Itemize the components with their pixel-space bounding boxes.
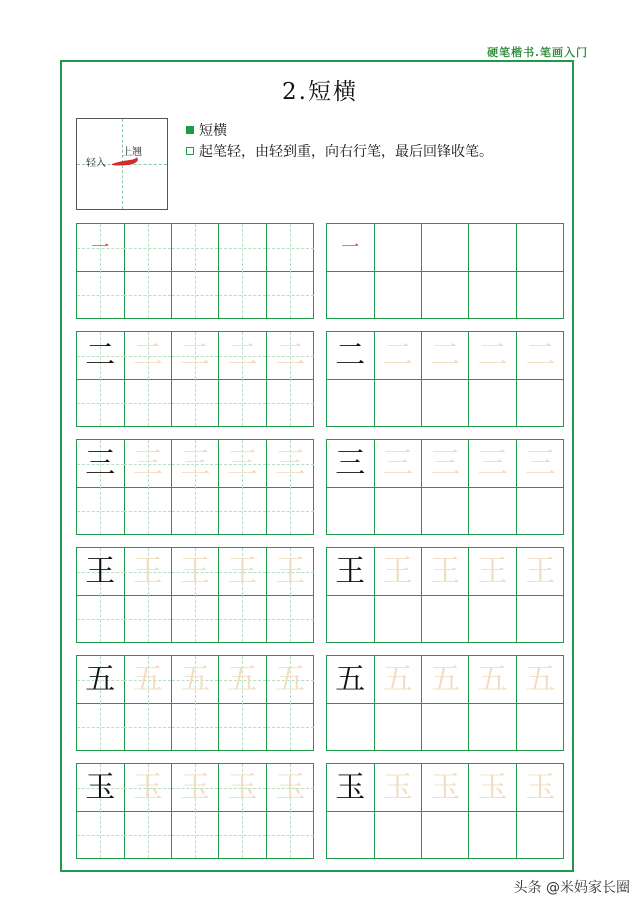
practice-cell[interactable]	[469, 440, 517, 487]
practice-cell[interactable]	[422, 440, 470, 487]
practice-cell[interactable]	[124, 811, 172, 858]
practice-cell[interactable]	[517, 595, 565, 642]
trace-character: 二	[227, 337, 258, 373]
practice-cell[interactable]	[374, 224, 422, 271]
practice-cell[interactable]	[77, 440, 125, 487]
practice-cell[interactable]	[422, 548, 470, 595]
practice-cell[interactable]	[77, 764, 125, 811]
practice-block	[76, 331, 314, 427]
practice-cell[interactable]	[77, 811, 125, 858]
model-character: 王	[85, 553, 116, 589]
demo-label-end: 上翘	[122, 147, 142, 158]
practice-cell[interactable]	[517, 548, 565, 595]
practice-cell[interactable]	[374, 656, 422, 703]
practice-cell[interactable]	[124, 703, 172, 750]
practice-cell[interactable]	[267, 548, 315, 595]
practice-cell[interactable]	[422, 487, 470, 534]
practice-cell[interactable]	[77, 548, 125, 595]
practice-cell[interactable]	[124, 487, 172, 534]
trace-character: 二	[430, 337, 461, 373]
model-character: 玉	[335, 769, 366, 805]
practice-cell[interactable]	[124, 271, 172, 318]
trace-character: 二	[525, 337, 556, 373]
practice-cell[interactable]	[172, 656, 220, 703]
trace-character: 玉	[227, 769, 258, 805]
practice-cell[interactable]	[327, 271, 375, 318]
model-character: 二	[335, 337, 366, 373]
practice-cell[interactable]	[469, 332, 517, 379]
practice-cell[interactable]	[172, 332, 220, 379]
trace-character: 王	[180, 553, 211, 589]
trace-character: 王	[132, 553, 163, 589]
practice-block	[76, 763, 314, 859]
practice-cell[interactable]	[219, 595, 267, 642]
practice-cell[interactable]	[267, 764, 315, 811]
practice-cell[interactable]	[219, 656, 267, 703]
practice-cell[interactable]	[327, 703, 375, 750]
practice-cell[interactable]	[77, 595, 125, 642]
demo-label-start: 轻入	[86, 158, 106, 169]
practice-cell[interactable]	[124, 332, 172, 379]
practice-cell[interactable]	[267, 440, 315, 487]
practice-cell[interactable]	[422, 703, 470, 750]
model-character: 玉	[85, 769, 116, 805]
practice-cell[interactable]	[267, 703, 315, 750]
trace-character: 玉	[430, 769, 461, 805]
practice-cell[interactable]	[172, 487, 220, 534]
trace-character: 五	[430, 661, 461, 697]
trace-character: 二	[180, 337, 211, 373]
trace-character: 玉	[275, 769, 306, 805]
trace-character: 王	[227, 553, 258, 589]
trace-character: 三	[275, 445, 306, 481]
practice-cell[interactable]	[374, 811, 422, 858]
trace-character: 三	[180, 445, 211, 481]
rule-name-text: 短横	[199, 123, 227, 139]
model-character: 二	[85, 337, 116, 373]
practice-cell[interactable]	[517, 379, 565, 426]
practice-block	[326, 439, 564, 535]
practice-cell[interactable]	[219, 548, 267, 595]
trace-character: 二	[132, 337, 163, 373]
trace-character: 王	[275, 553, 306, 589]
practice-cell[interactable]	[422, 379, 470, 426]
practice-cell[interactable]	[172, 379, 220, 426]
practice-cell[interactable]	[267, 224, 315, 271]
practice-cell[interactable]	[172, 811, 220, 858]
practice-block	[76, 439, 314, 535]
practice-cell[interactable]	[422, 332, 470, 379]
practice-block	[326, 655, 564, 751]
practice-block	[76, 223, 314, 319]
practice-cell[interactable]	[469, 703, 517, 750]
practice-cell[interactable]	[77, 271, 125, 318]
short-horizontal-stroke-icon	[110, 153, 140, 169]
practice-cell[interactable]	[219, 440, 267, 487]
practice-cell[interactable]	[172, 595, 220, 642]
practice-cell[interactable]	[374, 440, 422, 487]
header-tag: 硬笔楷书.笔画入门	[487, 46, 588, 59]
model-character: 一	[341, 236, 360, 258]
practice-cell[interactable]	[374, 487, 422, 534]
trace-character: 玉	[180, 769, 211, 805]
practice-cell[interactable]	[422, 811, 470, 858]
practice-cell[interactable]	[327, 656, 375, 703]
practice-cell[interactable]	[517, 271, 565, 318]
practice-cell[interactable]	[267, 332, 315, 379]
trace-character: 五	[227, 661, 258, 697]
page-title: 2.短横	[282, 79, 358, 105]
practice-cell[interactable]	[172, 548, 220, 595]
model-character: 三	[85, 445, 116, 481]
filled-square-icon	[186, 126, 194, 134]
practice-cell[interactable]	[327, 379, 375, 426]
practice-cell[interactable]	[327, 487, 375, 534]
practice-cell[interactable]	[124, 764, 172, 811]
trace-character: 王	[430, 553, 461, 589]
practice-block	[76, 655, 314, 751]
practice-cell[interactable]	[469, 487, 517, 534]
trace-character: 五	[382, 661, 413, 697]
practice-cell[interactable]	[422, 224, 470, 271]
model-character: 三	[335, 445, 366, 481]
practice-cell[interactable]	[517, 487, 565, 534]
practice-cell[interactable]	[469, 811, 517, 858]
rule-description	[186, 141, 493, 161]
practice-cell[interactable]	[124, 379, 172, 426]
practice-cell[interactable]	[219, 271, 267, 318]
model-character: 五	[335, 661, 366, 697]
practice-cell[interactable]	[517, 811, 565, 858]
hollow-square-icon	[186, 147, 194, 155]
practice-cell[interactable]	[124, 440, 172, 487]
practice-cell[interactable]	[219, 487, 267, 534]
rule-name	[186, 120, 227, 140]
practice-cell[interactable]	[77, 224, 125, 271]
practice-cell[interactable]	[327, 440, 375, 487]
trace-character: 五	[275, 661, 306, 697]
practice-cell[interactable]	[124, 224, 172, 271]
practice-cell[interactable]	[327, 548, 375, 595]
practice-cell[interactable]	[219, 224, 267, 271]
trace-character: 二	[275, 337, 306, 373]
practice-cell[interactable]	[219, 764, 267, 811]
trace-character: 五	[132, 661, 163, 697]
practice-cell[interactable]	[172, 440, 220, 487]
trace-character: 王	[525, 553, 556, 589]
practice-block	[326, 763, 564, 859]
trace-character: 三	[477, 445, 508, 481]
practice-cell[interactable]	[327, 595, 375, 642]
practice-cell[interactable]	[172, 703, 220, 750]
practice-cell[interactable]	[422, 764, 470, 811]
practice-cell[interactable]	[327, 811, 375, 858]
practice-cell[interactable]	[267, 487, 315, 534]
practice-cell[interactable]	[374, 271, 422, 318]
trace-character: 五	[477, 661, 508, 697]
practice-cell[interactable]	[172, 271, 220, 318]
practice-cell[interactable]	[327, 764, 375, 811]
practice-cell[interactable]	[517, 332, 565, 379]
trace-character: 玉	[477, 769, 508, 805]
practice-cell[interactable]	[374, 379, 422, 426]
practice-cell[interactable]	[77, 332, 125, 379]
practice-cell[interactable]	[267, 595, 315, 642]
trace-character: 三	[382, 445, 413, 481]
practice-cell[interactable]	[77, 379, 125, 426]
practice-cell[interactable]	[469, 595, 517, 642]
practice-cell[interactable]	[517, 703, 565, 750]
practice-cell[interactable]	[374, 764, 422, 811]
trace-character: 二	[477, 337, 508, 373]
trace-character: 玉	[382, 769, 413, 805]
practice-cell[interactable]	[374, 332, 422, 379]
model-character: 王	[335, 553, 366, 589]
practice-cell[interactable]	[267, 811, 315, 858]
rule-description-text: 起笔轻，由轻到重，向右行笔，最后回锋收笔。	[199, 144, 493, 160]
practice-cell[interactable]	[124, 548, 172, 595]
trace-character: 三	[132, 445, 163, 481]
practice-cell[interactable]	[124, 656, 172, 703]
trace-character: 王	[382, 553, 413, 589]
practice-cell[interactable]	[267, 656, 315, 703]
practice-cell[interactable]	[517, 440, 565, 487]
practice-cell[interactable]	[374, 595, 422, 642]
practice-cell[interactable]	[422, 595, 470, 642]
practice-block	[326, 223, 564, 319]
practice-cell[interactable]	[267, 271, 315, 318]
model-character: 五	[85, 661, 116, 697]
trace-character: 五	[525, 661, 556, 697]
practice-cell[interactable]	[219, 332, 267, 379]
practice-cell[interactable]	[469, 271, 517, 318]
practice-cell[interactable]	[77, 703, 125, 750]
practice-cell[interactable]	[422, 271, 470, 318]
trace-character: 玉	[132, 769, 163, 805]
practice-cell[interactable]	[469, 548, 517, 595]
trace-character: 二	[382, 337, 413, 373]
practice-block	[76, 547, 314, 643]
practice-cell[interactable]	[469, 379, 517, 426]
practice-cell[interactable]	[469, 764, 517, 811]
practice-cell[interactable]	[469, 656, 517, 703]
trace-character: 三	[525, 445, 556, 481]
practice-cell[interactable]	[219, 379, 267, 426]
trace-character: 三	[227, 445, 258, 481]
practice-cell[interactable]	[267, 379, 315, 426]
trace-character: 五	[180, 661, 211, 697]
watermark: 头条 @米妈家长圈	[513, 880, 630, 896]
practice-cell[interactable]	[219, 811, 267, 858]
practice-cell[interactable]	[219, 703, 267, 750]
practice-cell[interactable]	[124, 595, 172, 642]
practice-cell[interactable]	[172, 764, 220, 811]
practice-block	[326, 547, 564, 643]
practice-cell[interactable]	[327, 224, 375, 271]
trace-character: 玉	[525, 769, 556, 805]
model-character: 一	[91, 236, 110, 258]
practice-cell[interactable]	[422, 656, 470, 703]
practice-block	[326, 331, 564, 427]
practice-cell[interactable]	[469, 224, 517, 271]
practice-cell[interactable]	[77, 656, 125, 703]
trace-character: 王	[477, 553, 508, 589]
practice-cell[interactable]	[374, 548, 422, 595]
practice-cell[interactable]	[517, 656, 565, 703]
practice-cell[interactable]	[77, 487, 125, 534]
practice-cell[interactable]	[374, 703, 422, 750]
practice-cell[interactable]	[517, 224, 565, 271]
practice-cell[interactable]	[327, 332, 375, 379]
practice-cell[interactable]	[517, 764, 565, 811]
practice-cell[interactable]	[172, 224, 220, 271]
trace-character: 三	[430, 445, 461, 481]
